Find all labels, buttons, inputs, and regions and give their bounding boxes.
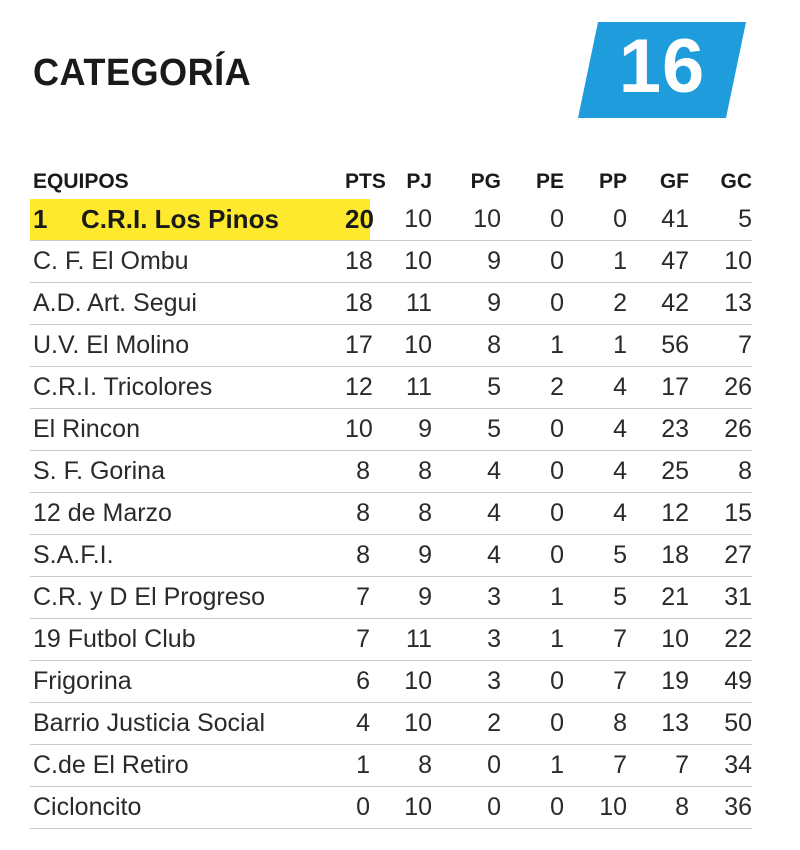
team-cell — [30, 745, 345, 787]
pg-cell: 0 — [432, 787, 501, 829]
team-cell — [30, 199, 345, 241]
pg-cell: 4 — [432, 493, 501, 535]
pj-cell: 11 — [370, 619, 432, 661]
table-row — [30, 325, 752, 367]
pp-cell: 4 — [564, 367, 627, 409]
category-badge — [578, 22, 746, 118]
pj-cell: 10 — [370, 241, 432, 283]
pg-cell: 8 — [432, 325, 501, 367]
team-name: C. F. El Ombu — [33, 247, 189, 275]
pts-cell: 18 — [345, 241, 370, 283]
pp-cell: 2 — [564, 283, 627, 325]
pj-cell: 9 — [370, 409, 432, 451]
pts-cell: 7 — [345, 577, 370, 619]
gf-cell: 56 — [627, 325, 689, 367]
pj-cell: 8 — [370, 451, 432, 493]
pts-cell: 18 — [345, 283, 370, 325]
gc-cell: 49 — [689, 661, 752, 703]
pp-cell: 4 — [564, 493, 627, 535]
gf-cell: 25 — [627, 451, 689, 493]
table-header-row — [30, 165, 752, 199]
column-header-pj: PJ — [406, 170, 432, 193]
table-row — [30, 367, 752, 409]
pj-cell: 10 — [370, 199, 432, 241]
pp-cell: 7 — [564, 745, 627, 787]
pj-cell: 8 — [370, 493, 432, 535]
gc-cell: 13 — [689, 283, 752, 325]
table-row — [30, 409, 752, 451]
rank-number: 1 — [33, 204, 48, 234]
gc-cell: 10 — [689, 241, 752, 283]
team-name: C.R. y D El Progreso — [33, 583, 266, 611]
team-cell — [30, 451, 345, 493]
pj-cell: 11 — [370, 367, 432, 409]
team-name: C.de El Retiro — [33, 751, 189, 779]
pg-cell: 5 — [432, 367, 501, 409]
column-header-pe: PE — [535, 170, 564, 193]
team-name: El Rincon — [33, 415, 140, 443]
gc-cell: 5 — [689, 199, 752, 241]
pg-cell: 5 — [432, 409, 501, 451]
column-header-equipos: EQUIPOS — [33, 170, 129, 193]
team-cell — [30, 535, 345, 577]
column-header-gc: GC — [720, 170, 752, 193]
pj-cell: 11 — [370, 283, 432, 325]
gc-cell: 26 — [689, 409, 752, 451]
pe-cell: 0 — [501, 535, 564, 577]
pts-cell: 1 — [345, 745, 370, 787]
category-number: 16 — [618, 24, 706, 109]
pj-cell: 9 — [370, 535, 432, 577]
pp-cell: 0 — [564, 199, 627, 241]
gf-cell: 10 — [627, 619, 689, 661]
column-header-pts: PTS — [345, 170, 386, 193]
team-name: 12 de Marzo — [33, 499, 172, 527]
pe-cell: 0 — [501, 661, 564, 703]
team-name: Barrio Justicia Social — [33, 709, 266, 737]
pts-cell: 10 — [345, 409, 370, 451]
table-row — [30, 283, 752, 325]
pp-cell: 8 — [564, 703, 627, 745]
pg-cell: 3 — [432, 619, 501, 661]
team-cell — [30, 493, 345, 535]
pe-cell: 1 — [501, 325, 564, 367]
pe-cell: 0 — [501, 493, 564, 535]
gc-cell: 8 — [689, 451, 752, 493]
pg-cell: 4 — [432, 535, 501, 577]
table-row — [30, 241, 752, 283]
pe-cell: 0 — [501, 703, 564, 745]
team-cell — [30, 661, 345, 703]
gf-cell: 7 — [627, 745, 689, 787]
gc-cell: 31 — [689, 577, 752, 619]
pts-cell: 12 — [345, 367, 370, 409]
pj-cell: 10 — [370, 787, 432, 829]
table-row — [30, 661, 752, 703]
pp-cell: 7 — [564, 619, 627, 661]
page-title: CATEGORÍA — [33, 52, 252, 94]
table-row — [30, 619, 752, 661]
column-header-gf: GF — [659, 170, 689, 193]
table-row-leader — [30, 199, 752, 241]
pg-cell: 2 — [432, 703, 501, 745]
pe-cell: 0 — [501, 409, 564, 451]
pts-cell: 17 — [345, 325, 370, 367]
standings-table — [30, 165, 752, 829]
gc-cell: 26 — [689, 367, 752, 409]
gc-cell: 15 — [689, 493, 752, 535]
pts-cell: 0 — [345, 787, 370, 829]
gf-cell: 8 — [627, 787, 689, 829]
pe-cell: 0 — [501, 199, 564, 241]
pp-cell: 10 — [564, 787, 627, 829]
pp-cell: 5 — [564, 577, 627, 619]
pe-cell: 0 — [501, 241, 564, 283]
pts-cell: 4 — [345, 703, 370, 745]
pj-cell: 8 — [370, 745, 432, 787]
pts-cell: 8 — [345, 535, 370, 577]
gf-cell: 12 — [627, 493, 689, 535]
pg-cell: 4 — [432, 451, 501, 493]
gc-cell: 27 — [689, 535, 752, 577]
pts-cell: 7 — [345, 619, 370, 661]
gf-cell: 42 — [627, 283, 689, 325]
pp-cell: 1 — [564, 241, 627, 283]
gc-cell: 50 — [689, 703, 752, 745]
pts-cell: 20 — [345, 199, 370, 241]
team-name: C.R.I. Tricolores — [33, 373, 213, 401]
pg-cell: 3 — [432, 577, 501, 619]
team-name: C.R.I. Los Pinos — [81, 204, 279, 234]
table-row — [30, 703, 752, 745]
pp-cell: 7 — [564, 661, 627, 703]
team-cell — [30, 577, 345, 619]
pg-cell: 3 — [432, 661, 501, 703]
team-name: Frigorina — [33, 667, 132, 695]
standings-body — [30, 199, 752, 829]
team-cell — [30, 367, 345, 409]
gf-cell: 21 — [627, 577, 689, 619]
column-header-pp: PP — [598, 170, 627, 193]
table-row — [30, 745, 752, 787]
table-row — [30, 577, 752, 619]
team-name: U.V. El Molino — [33, 331, 190, 359]
gc-cell: 34 — [689, 745, 752, 787]
pe-cell: 0 — [501, 283, 564, 325]
pp-cell: 4 — [564, 451, 627, 493]
team-cell — [30, 241, 345, 283]
pj-cell: 9 — [370, 577, 432, 619]
column-header-pg: PG — [470, 170, 501, 193]
table-row — [30, 493, 752, 535]
pj-cell: 10 — [370, 325, 432, 367]
pg-cell: 9 — [432, 241, 501, 283]
gf-cell: 41 — [627, 199, 689, 241]
pts-cell: 6 — [345, 661, 370, 703]
team-cell — [30, 619, 345, 661]
team-name: S. F. Gorina — [33, 457, 165, 485]
team-name: S.A.F.I. — [33, 541, 114, 569]
pe-cell: 1 — [501, 577, 564, 619]
pp-cell: 4 — [564, 409, 627, 451]
table-row — [30, 451, 752, 493]
table-row — [30, 535, 752, 577]
pg-cell: 10 — [432, 199, 501, 241]
pj-cell: 10 — [370, 661, 432, 703]
pe-cell: 1 — [501, 745, 564, 787]
gc-cell: 22 — [689, 619, 752, 661]
pg-cell: 9 — [432, 283, 501, 325]
gf-cell: 19 — [627, 661, 689, 703]
team-cell — [30, 283, 345, 325]
gc-cell: 36 — [689, 787, 752, 829]
pe-cell: 2 — [501, 367, 564, 409]
gf-cell: 23 — [627, 409, 689, 451]
team-name: 19 Futbol Club — [33, 625, 196, 653]
pp-cell: 1 — [564, 325, 627, 367]
gc-cell: 7 — [689, 325, 752, 367]
team-cell — [30, 409, 345, 451]
pp-cell: 5 — [564, 535, 627, 577]
pg-cell: 0 — [432, 745, 501, 787]
team-name: Cicloncito — [33, 793, 142, 821]
pts-cell: 8 — [345, 451, 370, 493]
gf-cell: 18 — [627, 535, 689, 577]
team-name: A.D. Art. Segui — [33, 289, 197, 317]
team-cell — [30, 787, 345, 829]
gf-cell: 47 — [627, 241, 689, 283]
pe-cell: 0 — [501, 787, 564, 829]
table-row — [30, 787, 752, 829]
gf-cell: 13 — [627, 703, 689, 745]
pe-cell: 0 — [501, 451, 564, 493]
pe-cell: 1 — [501, 619, 564, 661]
pts-cell: 8 — [345, 493, 370, 535]
team-cell — [30, 703, 345, 745]
gf-cell: 17 — [627, 367, 689, 409]
team-cell — [30, 325, 345, 367]
pj-cell: 10 — [370, 703, 432, 745]
